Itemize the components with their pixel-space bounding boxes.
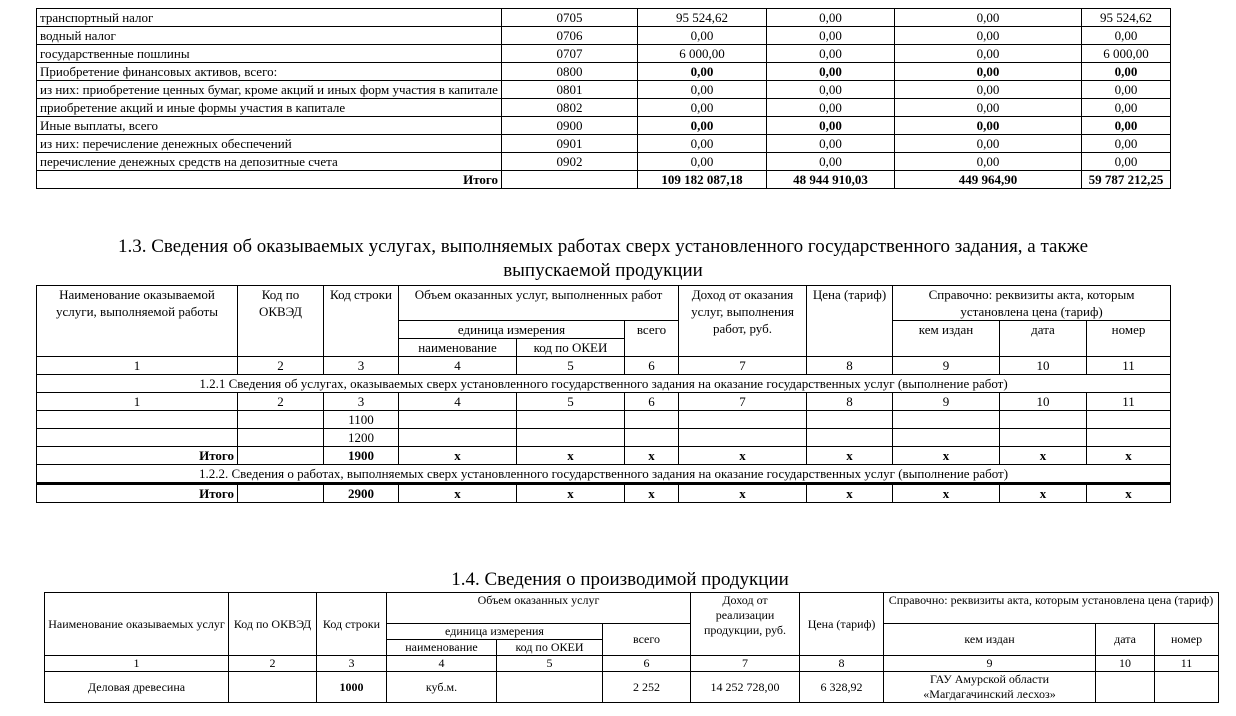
col-num: 1 — [45, 656, 229, 672]
product-date — [1096, 672, 1155, 703]
col-unit-header: единица измерения — [399, 321, 625, 339]
table-row — [37, 429, 1171, 447]
product-code: 1000 — [317, 672, 387, 703]
products-table — [44, 592, 1219, 703]
col-okei-header: код по ОКЕИ — [497, 640, 603, 656]
services-table — [36, 285, 1171, 503]
table-row — [37, 81, 1171, 99]
total-label: Итого — [37, 447, 238, 465]
col-unit-header: единица измерения — [387, 624, 603, 640]
col-num: 9 — [893, 357, 1000, 375]
x-mark: x — [517, 485, 625, 503]
col-unit-name-header: наименование — [387, 640, 497, 656]
row-code: 1100 — [324, 411, 399, 429]
col-num: 11 — [1087, 393, 1171, 411]
row-value-2: 0,00 — [767, 63, 895, 81]
col-volume-header: Объем оказанных услуг, выполненных работ — [399, 286, 679, 321]
product-price: 6 328,92 — [800, 672, 884, 703]
col-number-header: номер — [1087, 321, 1171, 357]
table-row — [37, 99, 1171, 117]
col-name-header: Наименование оказываемых услуг — [45, 593, 229, 656]
col-num: 3 — [324, 393, 399, 411]
row-code: 0902 — [502, 153, 638, 171]
col-num: 10 — [1000, 357, 1087, 375]
row-name: Иные выплаты, всего — [37, 117, 502, 135]
x-mark: x — [625, 485, 679, 503]
row-value-3: 0,00 — [895, 135, 1082, 153]
section-1-3-title-line1: 1.3. Сведения об оказываемых услугах, выполняемых работах сверх установленного государственного задания, а также — [117, 236, 1088, 257]
col-num: 4 — [399, 357, 517, 375]
col-num: 6 — [625, 393, 679, 411]
col-income-header: Доход от оказания услуг, выполнения работ, руб. — [679, 286, 807, 357]
col-num: 4 — [387, 656, 497, 672]
row-name: из них: приобретение ценных бумаг, кроме акций и иных форм участия в капитале — [37, 81, 502, 99]
product-issuer: ГАУ Амурской области «Магдагачинский лесхоз» — [884, 672, 1096, 703]
row-value-2: 0,00 — [767, 81, 895, 99]
table-row — [45, 672, 1219, 703]
col-num: 10 — [1096, 656, 1155, 672]
col-num: 11 — [1155, 656, 1219, 672]
col-issuer-header: кем издан — [884, 624, 1096, 656]
row-value-1: 0,00 — [638, 153, 767, 171]
x-mark: x — [1000, 485, 1087, 503]
row-name: государственные пошлины — [37, 45, 502, 63]
row-value-4: 0,00 — [1082, 117, 1171, 135]
row-value-2: 0,00 — [767, 153, 895, 171]
total-label: Итого — [37, 485, 238, 503]
col-num: 2 — [229, 656, 317, 672]
column-numbers-row — [37, 357, 1171, 375]
total-code-empty — [502, 171, 638, 189]
table-row — [37, 45, 1171, 63]
row-value-2: 0,00 — [767, 27, 895, 45]
col-num: 4 — [399, 393, 517, 411]
row-code: 0705 — [502, 9, 638, 27]
col-num: 3 — [317, 656, 387, 672]
row-value-3: 0,00 — [895, 117, 1082, 135]
row-value-1: 0,00 — [638, 81, 767, 99]
row-value-2: 0,00 — [767, 45, 895, 63]
col-num: 2 — [238, 357, 324, 375]
row-value-4: 95 524,62 — [1082, 9, 1171, 27]
row-value-3: 0,00 — [895, 153, 1082, 171]
row-value-3: 0,00 — [895, 27, 1082, 45]
col-okved-header: Код по ОКВЭД — [238, 286, 324, 357]
x-mark: x — [893, 447, 1000, 465]
row-value-1: 0,00 — [638, 117, 767, 135]
col-code-header: Код строки — [317, 593, 387, 656]
product-unit: куб.м. — [387, 672, 497, 703]
col-num: 2 — [238, 393, 324, 411]
col-num: 9 — [884, 656, 1096, 672]
total-value-1: 109 182 087,18 — [638, 171, 767, 189]
product-okei — [497, 672, 603, 703]
total-code: 1900 — [324, 447, 399, 465]
x-mark: x — [517, 447, 625, 465]
product-number — [1155, 672, 1219, 703]
section-1-3-title-line2: выпускаемой продукции — [503, 260, 703, 281]
col-reference-header: Справочно: реквизиты акта, которым установлена цена (тариф) — [893, 286, 1171, 321]
col-num: 5 — [517, 357, 625, 375]
total-row-1 — [37, 447, 1171, 465]
col-num: 11 — [1087, 357, 1171, 375]
table-row — [37, 27, 1171, 45]
col-num: 1 — [37, 357, 238, 375]
section-1-4-title: 1.4. Сведения о производимой продукции — [451, 569, 789, 590]
table-row — [37, 153, 1171, 171]
col-number-header: номер — [1155, 624, 1219, 656]
row-name: из них: перечисление денежных обеспечений — [37, 135, 502, 153]
row-code: 0706 — [502, 27, 638, 45]
section-1-3-title — [36, 235, 1170, 283]
subsection-1-2-2-title: 1.2.2. Сведения о работах, выполняемых сверх установленного государственного задания на оказание государственных услуг (выполнение работ) — [37, 465, 1171, 483]
table-row — [37, 135, 1171, 153]
col-okei-header: код по ОКЕИ — [517, 339, 625, 357]
col-volume-header: Объем оказанных услуг — [387, 593, 691, 624]
col-name-header: Наименование оказываемой услуги, выполняемой работы — [37, 286, 238, 357]
x-mark: x — [399, 485, 517, 503]
table-row — [37, 9, 1171, 27]
col-reference-header: Справочно: реквизиты акта, которым установлена цена (тариф) — [884, 593, 1219, 624]
row-value-1: 0,00 — [638, 135, 767, 153]
row-value-1: 95 524,62 — [638, 9, 767, 27]
col-issuer-header: кем издан — [893, 321, 1000, 357]
column-numbers-row — [45, 656, 1219, 672]
row-value-3: 0,00 — [895, 99, 1082, 117]
product-name: Деловая древесина — [45, 672, 229, 703]
col-price-header: Цена (тариф) — [807, 286, 893, 357]
row-name: транспортный налог — [37, 9, 502, 27]
column-numbers-row — [37, 393, 1171, 411]
row-code: 0800 — [502, 63, 638, 81]
row-value-4: 0,00 — [1082, 99, 1171, 117]
row-code: 0801 — [502, 81, 638, 99]
x-mark: x — [1000, 447, 1087, 465]
x-mark: x — [679, 447, 807, 465]
row-name: перечисление денежных средств на депозитные счета — [37, 153, 502, 171]
row-value-1: 6 000,00 — [638, 45, 767, 63]
row-value-3: 0,00 — [895, 9, 1082, 27]
row-name: Приобретение финансовых активов, всего: — [37, 63, 502, 81]
row-value-2: 0,00 — [767, 117, 895, 135]
row-code: 0900 — [502, 117, 638, 135]
col-num: 10 — [1000, 393, 1087, 411]
col-date-header: дата — [1000, 321, 1087, 357]
col-date-header: дата — [1096, 624, 1155, 656]
row-value-2: 0,00 — [767, 9, 895, 27]
col-okved-header: Код по ОКВЭД — [229, 593, 317, 656]
col-total-header: всего — [603, 624, 691, 656]
col-num: 9 — [893, 393, 1000, 411]
col-num: 7 — [679, 357, 807, 375]
col-num: 7 — [679, 393, 807, 411]
col-num: 8 — [800, 656, 884, 672]
total-label: Итого — [37, 171, 502, 189]
row-code: 1200 — [324, 429, 399, 447]
total-row — [37, 171, 1171, 189]
col-num: 6 — [603, 656, 691, 672]
x-mark: x — [1087, 447, 1171, 465]
col-num: 7 — [691, 656, 800, 672]
col-num: 8 — [807, 357, 893, 375]
row-value-4: 0,00 — [1082, 81, 1171, 99]
row-code: 0901 — [502, 135, 638, 153]
col-num: 8 — [807, 393, 893, 411]
row-value-1: 0,00 — [638, 63, 767, 81]
total-value-4: 59 787 212,25 — [1082, 171, 1171, 189]
product-okved — [229, 672, 317, 703]
x-mark: x — [399, 447, 517, 465]
expenses-table — [36, 8, 1171, 189]
row-value-2: 0,00 — [767, 135, 895, 153]
col-num: 3 — [324, 357, 399, 375]
row-value-4: 0,00 — [1082, 27, 1171, 45]
col-num: 1 — [37, 393, 238, 411]
x-mark: x — [893, 485, 1000, 503]
row-value-1: 0,00 — [638, 27, 767, 45]
row-value-3: 0,00 — [895, 45, 1082, 63]
col-num: 6 — [625, 357, 679, 375]
row-code: 0707 — [502, 45, 638, 63]
x-mark: x — [807, 447, 893, 465]
row-value-3: 0,00 — [895, 81, 1082, 99]
x-mark: x — [807, 485, 893, 503]
col-unit-name-header: наименование — [399, 339, 517, 357]
x-mark: x — [1087, 485, 1171, 503]
total-row-2 — [37, 485, 1171, 503]
row-code: 0802 — [502, 99, 638, 117]
col-total-header: всего — [625, 321, 679, 357]
product-income: 14 252 728,00 — [691, 672, 800, 703]
row-value-4: 0,00 — [1082, 63, 1171, 81]
table-row — [37, 411, 1171, 429]
row-value-4: 6 000,00 — [1082, 45, 1171, 63]
table-row — [37, 117, 1171, 135]
product-total: 2 252 — [603, 672, 691, 703]
row-name: приобретение акций и иные формы участия в капитале — [37, 99, 502, 117]
col-income-header: Доход от реализации продукции, руб. — [691, 593, 800, 656]
table-row — [37, 63, 1171, 81]
x-mark: x — [679, 485, 807, 503]
row-name: водный налог — [37, 27, 502, 45]
x-mark: x — [625, 447, 679, 465]
col-code-header: Код строки — [324, 286, 399, 357]
total-value-3: 449 964,90 — [895, 171, 1082, 189]
col-num: 5 — [517, 393, 625, 411]
row-value-4: 0,00 — [1082, 153, 1171, 171]
row-value-2: 0,00 — [767, 99, 895, 117]
subsection-1-2-1-title: 1.2.1 Сведения об услугах, оказываемых сверх установленного государственного задания на оказание государственных услуг (выполнение работ) — [37, 375, 1171, 393]
col-price-header: Цена (тариф) — [800, 593, 884, 656]
total-value-2: 48 944 910,03 — [767, 171, 895, 189]
row-value-4: 0,00 — [1082, 135, 1171, 153]
col-num: 5 — [497, 656, 603, 672]
total-code: 2900 — [324, 485, 399, 503]
row-value-3: 0,00 — [895, 63, 1082, 81]
row-value-1: 0,00 — [638, 99, 767, 117]
